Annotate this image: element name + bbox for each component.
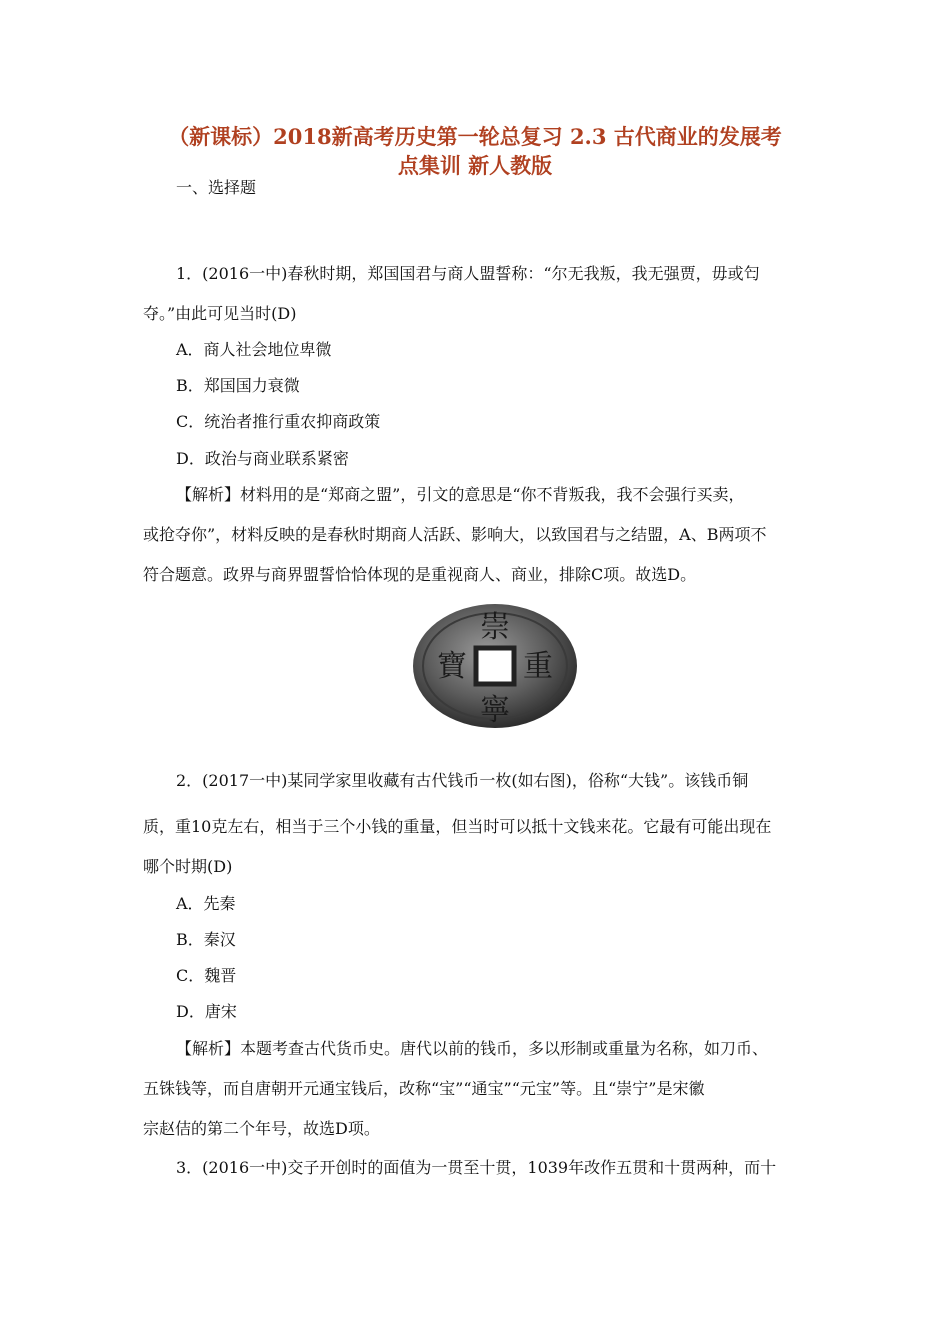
q2-stem-line-3: 哪个时期(D) — [143, 857, 233, 876]
title-line-2: 点集训 新人教版 — [397, 153, 553, 178]
coin-char-left: 寶 — [437, 649, 467, 684]
title-line-1: （新课标）2018新高考历史第一轮总复习 2.3 古代商业的发展考 — [168, 124, 782, 149]
coin-square-hole — [476, 648, 514, 684]
q1-option-c: C．统治者推行重农抑商政策 — [176, 412, 381, 431]
q1-stem-line-2: 夺。”由此可见当时(D) — [143, 304, 297, 323]
coin-image — [412, 603, 578, 729]
q2-analysis-line-3: 宗赵佶的第二个年号，故选D项。 — [143, 1119, 380, 1138]
q2-analysis-line-1: 【解析】本题考查古代货币史。唐代以前的钱币，多以形制或重量为名称，如刀币、 — [176, 1039, 769, 1058]
q3-stem-line-1: 3．(2016一中)交子开创时的面值为一贯至十贯，1039年改作五贯和十贯两种，而十 — [176, 1158, 777, 1177]
q2-option-d: D．唐宋 — [176, 1002, 237, 1021]
q1-option-d: D．政治与商业联系紧密 — [176, 449, 349, 468]
document-title — [150, 122, 800, 180]
q1-analysis-line-3: 符合题意。政界与商界盟誓恰恰体现的是重视商人、商业，排除C项。故选D。 — [143, 565, 697, 584]
q2-option-c: C．魏晋 — [176, 966, 237, 985]
q2-stem-line-2: 质，重10克左右，相当于三个小钱的重量，但当时可以抵十文钱来花。它最有可能出现在 — [143, 817, 772, 836]
q1-analysis-line-2: 或抢夺你”，材料反映的是春秋时期商人活跃、影响大，以致国君与之结盟，A、B两项不 — [143, 525, 767, 544]
coin-char-bottom: 寧 — [480, 693, 510, 728]
q1-option-a: A．商人社会地位卑微 — [176, 340, 332, 359]
section-heading: 一、选择题 — [176, 178, 257, 197]
q2-option-b: B．秦汉 — [176, 930, 236, 949]
q2-option-a: A．先秦 — [176, 894, 236, 913]
q1-option-b: B．郑国国力衰微 — [176, 376, 300, 395]
q1-analysis-line-1: 【解析】材料用的是“郑商之盟”，引文的意思是“你不背叛我，我不会强行买卖， — [176, 485, 745, 504]
q2-analysis-line-2: 五铢钱等，而自唐朝开元通宝钱后，改称“宝”“通宝”“元宝”等。且“崇宁”是宋徽 — [143, 1079, 705, 1098]
q2-stem-line-1: 2．(2017一中)某同学家里收藏有古代钱币一枚(如右图)，俗称“大钱”。该钱币铜 — [176, 771, 749, 790]
coin-char-top: 崇 — [480, 610, 510, 645]
coin-char-right: 重 — [523, 649, 553, 684]
q1-stem-line-1: 1．(2016一中)春秋时期，郑国国君与商人盟誓称：“尔无我叛，我无强贾，毋或匄 — [176, 264, 760, 283]
